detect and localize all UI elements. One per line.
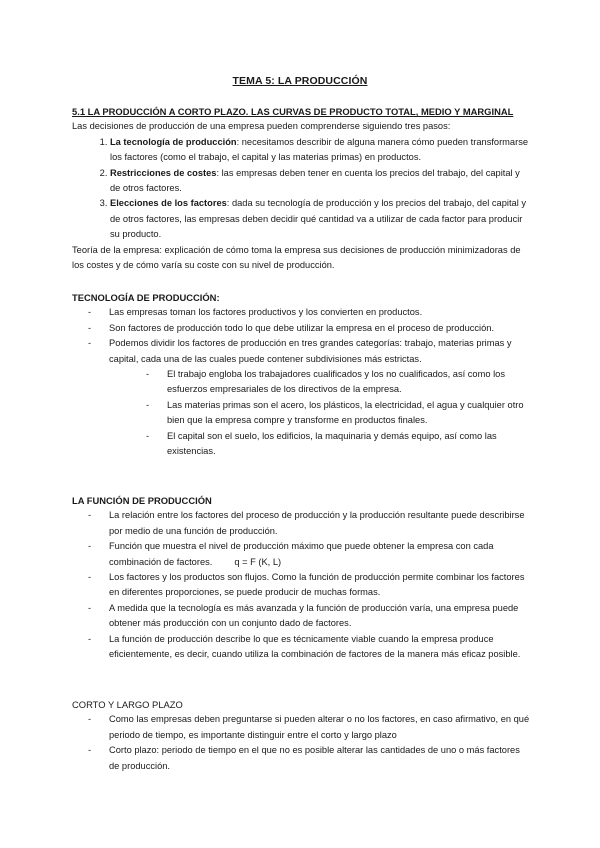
section-heading: CORTO Y LARGO PLAZO	[72, 699, 183, 710]
section-heading: LA FUNCIÓN DE PRODUCCIÓN	[72, 495, 212, 506]
list-item-text: Podemos dividir los factores de producción en tres grandes categorías: trabajo, materias primas y capital, cada una de las cuales puede contener subdivisiones más estrictas.	[109, 338, 512, 364]
list-item: - Las empresas toman los factores productivos y los convierten en productos.	[109, 305, 530, 320]
list-item: - Los factores y los productos son flujos. Como la función de producción permite combinar los factores en diferentes proporciones, se puede producir de muchas formas.	[109, 570, 530, 601]
list-item: - La relación entre los factores del proceso de producción y la producción resultante puede describirse por medio de una función de producción.	[109, 508, 530, 539]
section-heading: 5.1 LA PRODUCCIÓN A CORTO PLAZO. LAS CURVAS DE PRODUCTO TOTAL, MEDIO Y MARGINAL	[72, 106, 514, 117]
step-term: Elecciones de los factores	[110, 198, 227, 209]
list-item	[109, 539, 530, 570]
bullet-list	[72, 305, 530, 459]
list-item-text: Función que muestra el nivel de producción máximo que puede obtener la empresa con cada combinación de factores.	[109, 541, 494, 567]
theory-paragraph: Teoría de la empresa: explicación de cómo toma la empresa sus decisiones de producción minimizadoras de los costes y de cómo varía su coste con su nivel de producción.	[72, 244, 521, 271]
list-item: - Las materias primas son el acero, los plásticos, la electricidad, el agua y cualquier otro bien que la empresa compre y transforme en productos finales.	[167, 398, 530, 429]
list-item: - Como las empresas deben preguntarse si pueden alterar o no los factores, en caso afirmativo, en qué periodo de tiempo, es importante distinguir entre el corto y largo plazo	[109, 712, 530, 743]
step-text: : necesitamos describir de alguna manera cómo pueden transformarse los factores (como el trabajo, el capital y las materias primas) en productos.	[110, 136, 529, 163]
section-production-function	[72, 493, 530, 662]
step-text: : dada su tecnología de producción y los precios del trabajo, del capital y de otros factores, las empresas deben decidir qué cantidad va a utilizar de cada factor para producir su producto.	[110, 198, 527, 240]
list-item: - Corto plazo: periodo de tiempo en el que no es posible alterar las cantidades de uno o más factores de producción.	[109, 743, 530, 774]
section-heading: TECNOLOGÍA DE PRODUCCIÓN:	[72, 292, 220, 303]
list-item: - El trabajo engloba los trabajadores cualificados y los no cualificados, así como los esfuerzos empresariales de los directivos de la empresa.	[167, 367, 530, 398]
list-item	[109, 336, 530, 459]
list-item: - El capital son el suelo, los edificios, la maquinaria y demás equipo, así como las existencias.	[167, 429, 530, 460]
list-item: - La función de producción describe lo que es técnicamente viable cuando la empresa produce eficientemente, es decir, cuando utiliza la combinación de factores de la manera más eficaz posible.	[109, 632, 530, 663]
section-production-short-term	[72, 104, 530, 273]
bullet-list	[72, 508, 530, 662]
steps-list	[72, 135, 530, 243]
section-production-technology	[72, 290, 530, 459]
list-item: - Son factores de producción todo lo que debe utilizar la empresa en el proceso de producción.	[109, 321, 530, 336]
list-item	[110, 166, 530, 197]
step-text: : las empresas deben tener en cuenta los precios del trabajo, del capital y de otros factores.	[110, 167, 520, 194]
page-title: TEMA 5: LA PRODUCCIÓN	[232, 75, 368, 87]
step-term: La tecnología de producción	[110, 136, 237, 147]
list-item	[110, 135, 530, 166]
step-term: Restricciones de costes	[110, 167, 217, 178]
section-short-long-term	[72, 697, 530, 774]
production-formula: q = F (K, L)	[234, 556, 282, 567]
bullet-list	[72, 712, 530, 774]
list-item	[110, 196, 530, 242]
sub-bullet-list	[109, 367, 530, 459]
section-intro: Las decisiones de producción de una empresa pueden comprenderse siguiendo tres pasos:	[72, 121, 451, 132]
list-item: - A medida que la tecnología es más avanzada y la función de producción varía, una empresa puede obtener más producción con un conjunto dado de factores.	[109, 601, 530, 632]
